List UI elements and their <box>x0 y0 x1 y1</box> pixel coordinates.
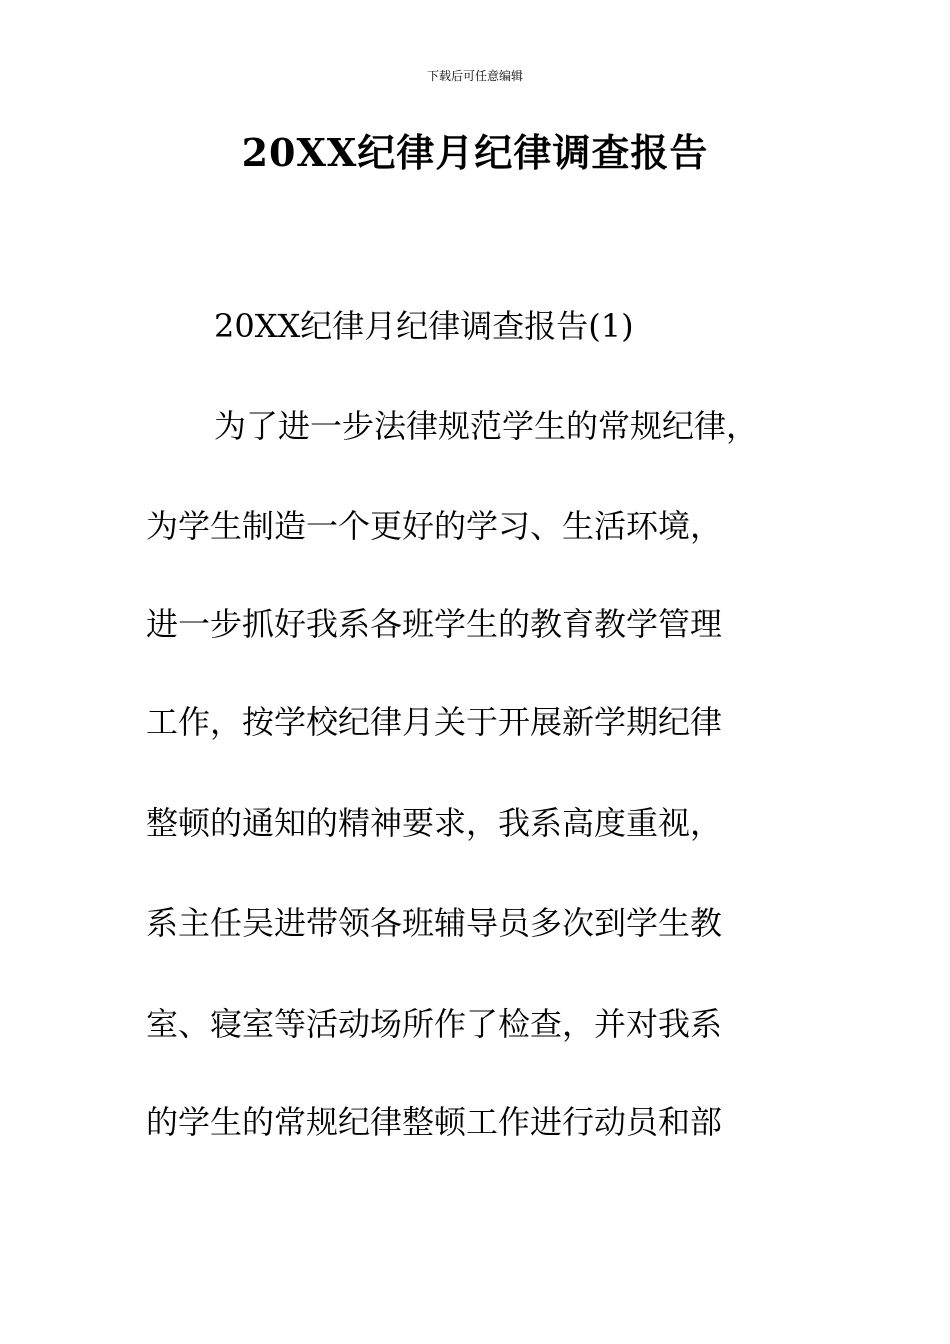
document-title: 20XX纪律月纪律调查报告 <box>241 130 709 175</box>
section-heading: 20XX纪律月纪律调查报告(1) <box>214 307 634 345</box>
header-note: 下载后可任意编辑 <box>426 69 523 83</box>
body-line: 工作，按学校纪律月关于开展新学期纪律 <box>146 703 723 741</box>
body-line: 的学生的常规纪律整顿工作进行动员和部 <box>146 1103 723 1141</box>
body-line: 系主任吴进带领各班辅导员多次到学生教 <box>146 904 723 942</box>
body-line: 室、寝室等活动场所作了检查，并对我系 <box>146 1005 723 1043</box>
body-line: 整顿的通知的精神要求，我系高度重视， <box>146 804 723 842</box>
body-line: 进一步抓好我系各班学生的教育教学管理 <box>146 605 723 643</box>
body-line: 为了进一步法律规范学生的常规纪律， <box>214 407 759 445</box>
body-line: 为学生制造一个更好的学习、生活环境， <box>146 507 723 545</box>
